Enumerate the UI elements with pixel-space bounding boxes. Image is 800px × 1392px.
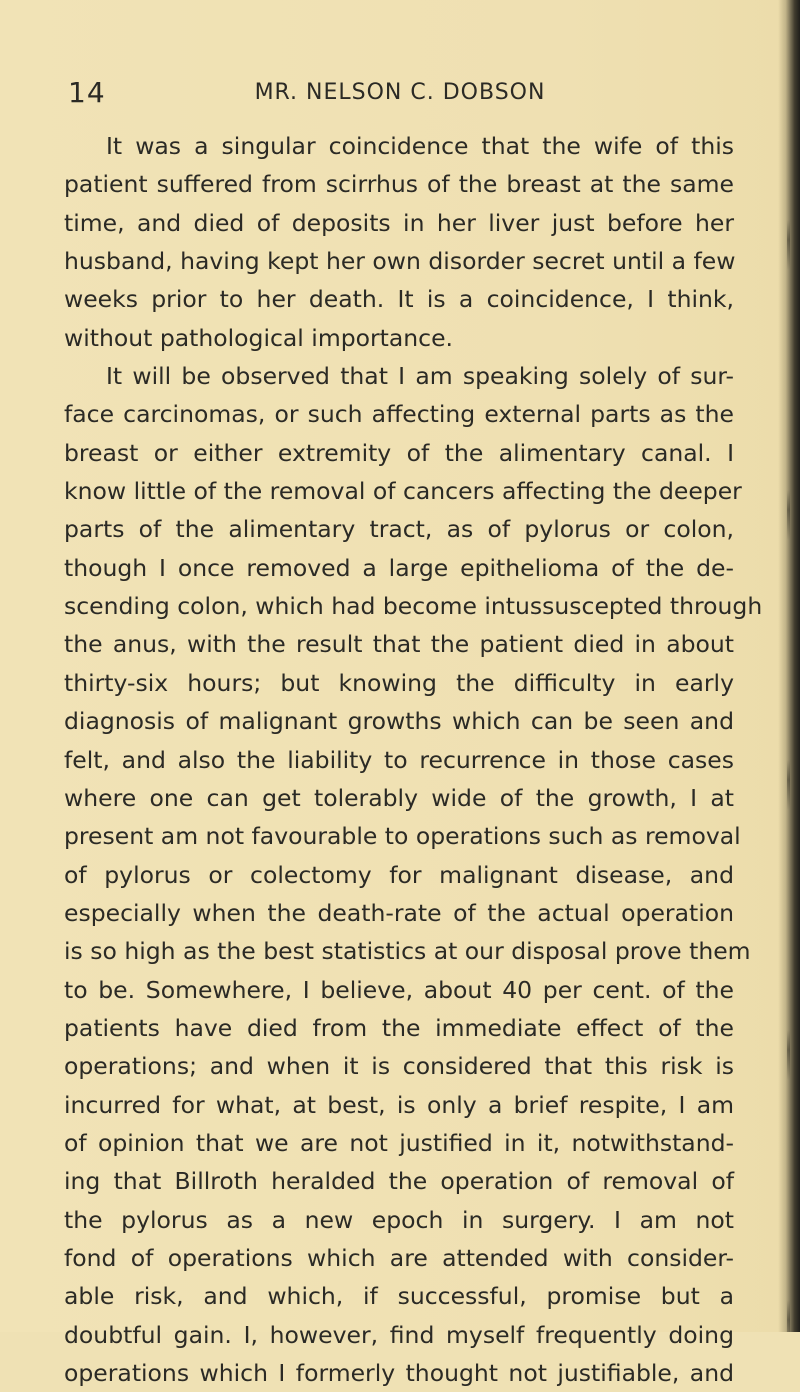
text-line: operations; and when it is considered that this risk is — [64, 1052, 734, 1081]
text-line: especially when the death-rate of the actual operation — [64, 898, 734, 927]
text-line: doubtful gain. I, however, find myself frequently doing — [64, 1320, 734, 1349]
text-line: husband, having kept her own disorder secret until a few — [64, 247, 736, 276]
text-line: though I once removed a large epithelioma of the de- — [64, 553, 734, 582]
text-line: time, and died of deposits in her liver just before her — [64, 208, 734, 237]
text-line: diagnosis of malignant growths which can be seen and — [64, 707, 734, 736]
body-text — [64, 127, 763, 1392]
text-line: face carcinomas, or such affecting external parts as the — [64, 400, 734, 429]
page-header — [64, 78, 736, 118]
page-edge-texture — [787, 0, 790, 1332]
text-line: without pathological importance. — [64, 323, 454, 352]
text-line: fond of operations which are attended with consider- — [64, 1243, 734, 1272]
text-line: felt, and also the liability to recurrence in those cases — [64, 745, 734, 774]
text-line: incurred for what, at best, is only a brief respite, I am — [64, 1090, 734, 1119]
text-line: the pylorus as a new epoch in surgery. I am not — [64, 1205, 734, 1234]
text-line: to be. Somewhere, I believe, about 40 per cent. of the — [64, 975, 734, 1004]
text-line: patient suffered from scirrhus of the breast at the same — [64, 170, 734, 199]
text-line: operations which I formerly thought not justifiable, and — [64, 1359, 734, 1387]
text-line: parts of the alimentary tract, as of pylorus or colon, — [64, 515, 734, 544]
text-line: breast or either extremity of the alimentary canal. I — [64, 438, 734, 467]
text-line: scending colon, which had become intussuscepted through — [64, 592, 763, 621]
text-line: present am not favourable to operations such as removal — [64, 822, 741, 851]
text-line: is so high as the best statistics at our disposal prove them — [64, 937, 751, 966]
running-head: MR. NELSON C. DOBSON — [254, 80, 546, 105]
text-line: weeks prior to her death. It is a coincidence, I think, — [64, 285, 734, 314]
text-line: patients have died from the immediate effect of the — [64, 1013, 734, 1042]
page-number: 14 — [68, 76, 106, 109]
text-line: able risk, and which, if successful, promise but a — [64, 1282, 734, 1311]
text-line: of pylorus or colectomy for malignant disease, and — [64, 860, 734, 889]
text-line: know little of the removal of cancers affecting the deeper — [64, 477, 742, 506]
text-line: of opinion that we are not justified in it, notwithstand- — [64, 1128, 734, 1157]
text-line: the anus, with the result that the patient died in about — [64, 630, 734, 659]
text-line: It will be observed that I am speaking solely of sur- — [106, 362, 734, 391]
text-line: ing that Billroth heralded the operation of removal of — [64, 1167, 734, 1196]
text-line: where one can get tolerably wide of the growth, I at — [64, 783, 734, 812]
text-line: It was a singular coincidence that the wife of this — [106, 132, 734, 160]
text-line: thirty-six hours; but knowing the difficulty in early — [64, 668, 734, 697]
